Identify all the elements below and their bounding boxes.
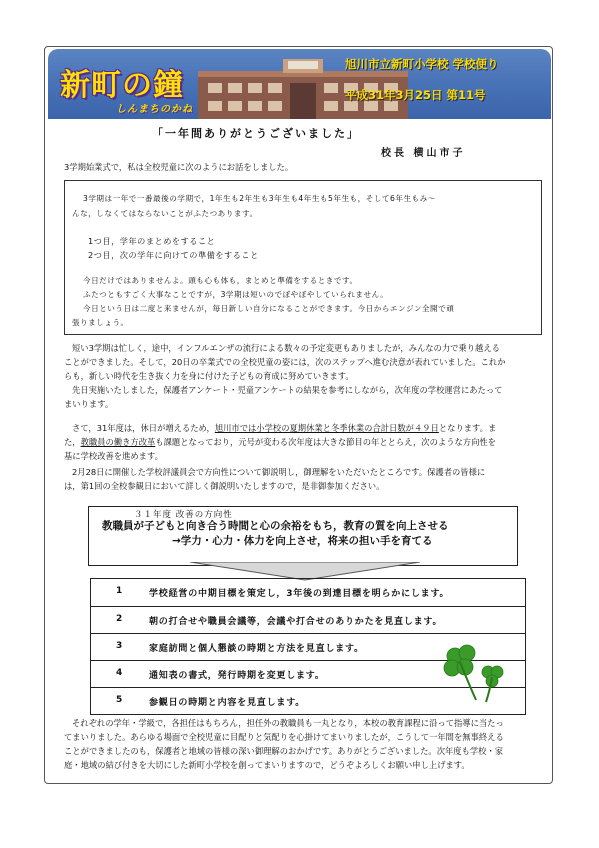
paragraph-line: ことができました。そして，20日の卒業式での全校児童の姿には，次のステップへ進む決意が表れていました。これか — [64, 357, 506, 367]
text-span: も課題となっており，元号が変わる次年度は大きな節目の年ととらえ，次のような方向性を — [155, 437, 496, 447]
policy-line: 教職員が子どもと向き合う時間と心の余裕をもち，教育の質を向上させる — [102, 520, 449, 532]
issue-date: 平成31年3月25日 第11号 — [345, 88, 486, 102]
quote-line: 張りましょう。 — [72, 318, 129, 327]
item-number: 5 — [116, 695, 123, 705]
paragraph-line: らも，新しい時代を生き抜く力を身に付けた子どもの育成に努めていきます。 — [64, 371, 354, 381]
paragraph-line — [64, 435, 496, 450]
paragraph-line — [72, 421, 496, 436]
list-item — [91, 579, 525, 606]
item-text: 通知表の書式，発行時期を変更します。 — [149, 671, 325, 681]
article-author: 校長 横山市子 — [381, 148, 466, 159]
paragraph-line: それぞれの学年・学級で，各担任はもちろん，担任外の教職員も一丸となり，本校の教育課程に沿って指導に当たっ — [72, 718, 504, 728]
masthead-title: 新町の鐘 — [60, 68, 184, 103]
paragraph-line: 2月28日に開催した学校評議員会で方向性について御説明し，御理解をいただいたところです。保護者の皆様に — [72, 467, 486, 477]
paragraph-line: 先日実施いたしました，保護者アンケート・児童アンケートの結果を参考にしながら，次年度の学校運営にあたって — [72, 385, 503, 395]
clover-icon — [438, 642, 508, 706]
item-number: 1 — [116, 586, 123, 596]
paragraph-line: 基に学校改善を進めます。 — [64, 451, 163, 461]
policy-line: →学力・心力・体力を向上させ，将来の担い手を育てる — [172, 535, 433, 547]
quote-item: 1つ目，学年のまとめをすること — [88, 236, 216, 246]
masthead-reading: しんまちのかね — [116, 104, 193, 115]
policy-heading: ３１年度 改善の方向性 — [134, 510, 233, 520]
school-name: 旭川市立新町小学校 学校便り — [345, 57, 499, 71]
underlined-text: 旭川市では小学校の夏期休業と冬季休業の合計日数が４９日 — [214, 423, 439, 433]
item-text: 朝の打合せや職員会議等，会議や打合せのありかたを見直します。 — [149, 617, 443, 627]
intro-text: 3学期始業式で，私は全校児童に次のようにお話をしました。 — [64, 162, 294, 172]
quote-line: 3学期は一年で一番最後の学期で，1年生も2年生も3年生も4年生も5年生も，そして6年生もみ〜 — [83, 194, 436, 203]
text-span: た， — [64, 437, 81, 447]
item-number: 2 — [116, 614, 123, 624]
paragraph-line: は，第1回の全校参観日において詳しく御説明いたしますので，是非御参加ください。 — [64, 481, 385, 491]
text-span: さて，31年度は，休日が増えるため， — [72, 423, 215, 433]
item-text: 参観日の時期と内容を見直します。 — [149, 698, 306, 708]
list-item — [91, 606, 525, 633]
paragraph-line: ことができましたのも，保護者と地域の皆様の深い御理解のおかげです。ありがとうございました。次年度も学校・家 — [64, 746, 504, 756]
paragraph-line: 庭・地域の結び付きを大切にした新町小学校を創ってまいりますので，どうぞよろしくお願い申し上げます。 — [64, 760, 470, 770]
paragraph-line: まいります。 — [64, 399, 114, 409]
text-span: となります。ま — [438, 423, 497, 433]
quote-line: んな，しなくてはならないことがふたつあります。 — [72, 209, 258, 218]
item-number: 4 — [116, 668, 123, 678]
paragraph-line: 短い3学期は忙しく，途中，インフルエンザの流行による数々の予定変更もありましたが，みんなの力で乗り越える — [72, 343, 500, 353]
quote-item: 2つ目，次の学年に向けての準備をすること — [88, 250, 259, 260]
quote-line: ふたつともすごく大事なことですが，3学期は短いのでぼやぼやしていられません。 — [83, 290, 389, 299]
quote-line: 今日という日は二度と来ませんが，毎日新しい自分になることができます。今日からエンジン全開で頑 — [83, 304, 455, 313]
article-title: 「一年間ありがとうございました」 — [152, 127, 360, 140]
item-text: 学校経営の中期目標を策定し，3年後の到達目標を明らかにします。 — [149, 589, 450, 599]
underlined-text: 教職員の働き方改革 — [80, 437, 156, 447]
paragraph-line: てまいりました。あらゆる場面で全校児童に目配りと気配りを心掛けてまいりましたが，こうして一年間を無事終える — [64, 732, 504, 742]
quote-line: 今日だけではありませんよ。頭も心も体も，まとめと準備をするときです。 — [83, 276, 358, 285]
item-text: 家庭訪問と個人懇談の時期と方法を見直します。 — [149, 644, 364, 654]
item-number: 3 — [116, 641, 123, 651]
